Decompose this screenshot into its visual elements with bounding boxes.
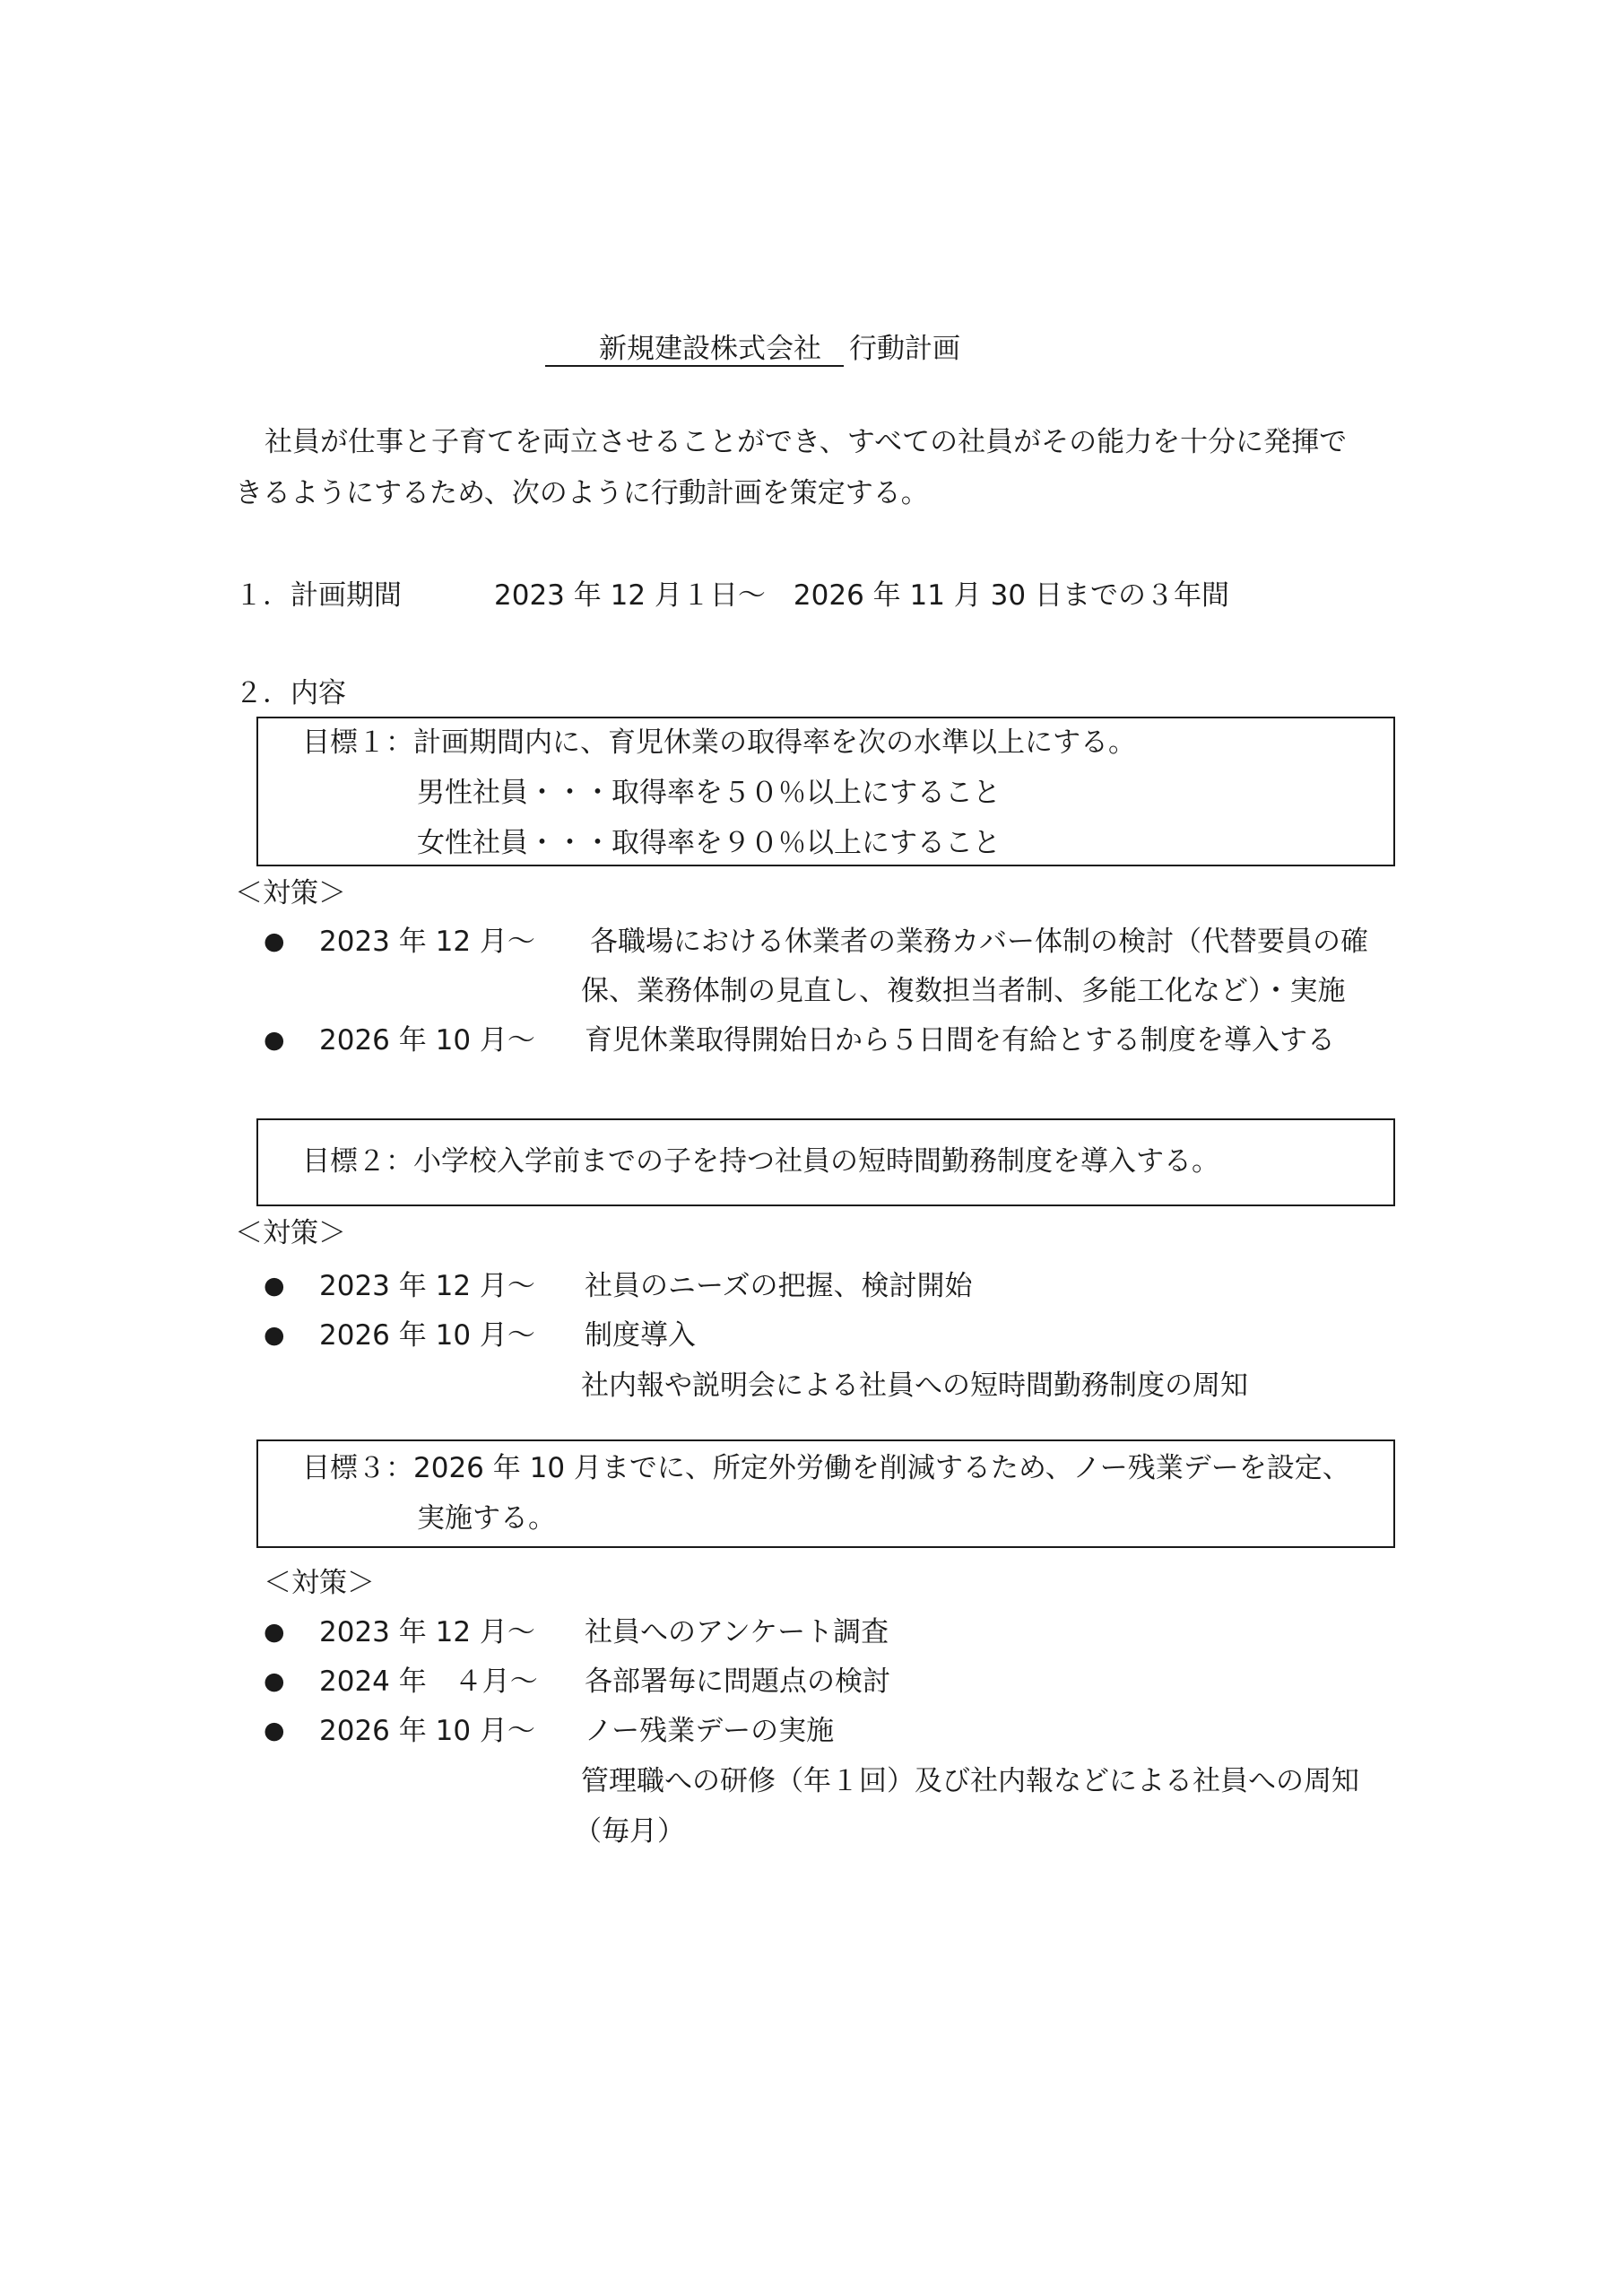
measure-date: 2023 年 12 月～: [319, 1270, 535, 1302]
measure-text: 社員のニーズの把握、検討開始: [585, 1270, 973, 1302]
measure-text: 各部署毎に問題点の検討: [585, 1665, 890, 1698]
bullet-icon: ●: [264, 1321, 285, 1349]
goal3-measures-label: ＜対策＞: [264, 1567, 375, 1599]
goal3-line-1: 目標３：2026 年 10 月までに、所定外労働を削減するため、ノー残業デーを設定、: [302, 1452, 1350, 1484]
measure-text: 各職場における休業者の業務カバー体制の検討（代替要員の確: [590, 926, 1368, 958]
measure-text: 社員へのアンケート調査: [585, 1616, 889, 1648]
measure-text: 制度導入: [585, 1319, 696, 1352]
document-title: [545, 331, 960, 367]
bullet-icon: ●: [264, 1717, 285, 1744]
plan-period: 2023 年 12 月１日～ 2026 年 11 月 30 日までの３年間: [494, 579, 1229, 612]
measure-date: 2026 年 10 月～: [319, 1319, 535, 1352]
bullet-icon: ●: [264, 1667, 285, 1695]
goal1-line-2: 男性社員・・・取得率を５０％以上にすること: [417, 777, 1001, 809]
title-suffix: 行動計画: [849, 333, 960, 365]
bullet-icon: ●: [264, 1618, 285, 1646]
goal2-line-1: 目標２：小学校入学前までの子を持つ社員の短時間勤務制度を導入する。: [302, 1145, 1219, 1178]
measure-text-cont: 保、業務体制の見直し、複数担当者制、多能工化など）・実施: [581, 975, 1346, 1007]
measure-date: 2026 年 10 月～: [319, 1715, 535, 1747]
measure-text: 育児休業取得開始日から５日間を有給とする制度を導入する: [585, 1024, 1335, 1057]
measure-text-cont: 社内報や説明会による社員への短時間勤務制度の周知: [581, 1370, 1248, 1402]
goal1-measures-label: ＜対策＞: [235, 877, 346, 909]
measure-date: 2026 年 10 月～: [319, 1024, 535, 1057]
goal3-line-2: 実施する。: [417, 1502, 556, 1535]
measure-date: 2023 年 12 月～: [319, 926, 535, 958]
goal2-measures-label: ＜対策＞: [235, 1217, 346, 1249]
bullet-icon: ●: [264, 1026, 285, 1054]
company-name: 新規建設株式会社: [545, 333, 844, 367]
measure-date: 2023 年 12 月～: [319, 1616, 535, 1648]
bullet-icon: ●: [264, 927, 285, 955]
intro-line-1: 社員が仕事と子育てを両立させることができ、すべての社員がその能力を十分に発揮で: [265, 426, 1348, 458]
measure-text-cont: 管理職への研修（年１回）及び社内報などによる社員への周知: [581, 1765, 1359, 1797]
goal1-line-1: 目標１：計画期間内に、育児休業の取得率を次の水準以上にする。: [302, 726, 1136, 759]
measure-text-cont: （毎月）: [574, 1815, 685, 1848]
goal1-line-3: 女性社員・・・取得率を９０％以上にすること: [417, 827, 1001, 859]
intro-line-2: きるようにするため、次のように行動計画を策定する。: [235, 477, 929, 509]
bullet-icon: ●: [264, 1272, 285, 1300]
measure-date: 2024 年 ４月～: [319, 1665, 538, 1698]
section2-heading: ２．内容: [235, 677, 346, 709]
measure-text: ノー残業デーの実施: [585, 1715, 835, 1747]
section1-heading: １．計画期間: [235, 579, 402, 612]
